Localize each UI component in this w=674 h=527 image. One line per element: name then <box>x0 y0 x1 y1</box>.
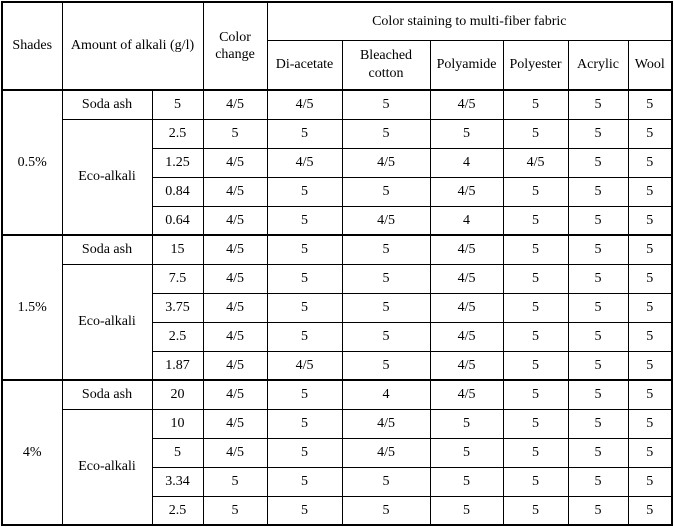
color-change-cell: 4/5 <box>203 322 267 351</box>
staining-cell: 5 <box>267 322 342 351</box>
color-change-cell: 5 <box>203 467 267 496</box>
staining-cell: 4/5 <box>430 293 503 322</box>
staining-cell: 5 <box>342 177 430 206</box>
staining-cell: 5 <box>503 235 568 264</box>
header-row-top <box>2 2 672 40</box>
staining-cell: 4/5 <box>430 90 503 119</box>
staining-cell: 5 <box>342 351 430 380</box>
staining-cell: 4/5 <box>267 148 342 177</box>
staining-cell: 5 <box>503 264 568 293</box>
staining-cell: 4/5 <box>430 351 503 380</box>
staining-cell: 5 <box>267 380 342 409</box>
staining-cell: 5 <box>267 119 342 148</box>
staining-cell: 5 <box>628 148 672 177</box>
alkali-amount-cell: 5 <box>152 90 203 119</box>
staining-cell: 4/5 <box>430 380 503 409</box>
staining-cell: 4/5 <box>503 148 568 177</box>
staining-cell: 4/5 <box>342 148 430 177</box>
table-row <box>2 119 672 148</box>
staining-cell: 5 <box>267 264 342 293</box>
header-fiber-acrylic: Acrylic <box>568 40 628 90</box>
staining-cell: 5 <box>430 409 503 438</box>
staining-cell: 4/5 <box>342 409 430 438</box>
staining-cell: 5 <box>628 264 672 293</box>
staining-cell: 5 <box>503 380 568 409</box>
staining-cell: 5 <box>342 235 430 264</box>
staining-cell: 5 <box>628 409 672 438</box>
staining-cell: 5 <box>568 380 628 409</box>
alkali-amount-cell: 10 <box>152 409 203 438</box>
header-shades: Shades <box>2 2 62 90</box>
table-row <box>2 380 672 409</box>
alkali-amount-cell: 0.64 <box>152 206 203 235</box>
staining-cell: 5 <box>342 264 430 293</box>
header-fiber-wool: Wool <box>628 40 672 90</box>
staining-cell: 5 <box>267 438 342 467</box>
color-change-cell: 4/5 <box>203 90 267 119</box>
staining-cell: 5 <box>430 467 503 496</box>
alkali-amount-cell: 5 <box>152 438 203 467</box>
staining-cell: 5 <box>503 351 568 380</box>
header-staining-group: Color staining to multi-fiber fabric <box>267 2 672 40</box>
staining-cell: 5 <box>342 90 430 119</box>
staining-cell: 5 <box>267 467 342 496</box>
header-fiber-bleached-cotton: Bleached cotton <box>342 40 430 90</box>
table-row <box>2 235 672 264</box>
staining-cell: 5 <box>628 438 672 467</box>
staining-cell: 5 <box>628 177 672 206</box>
staining-cell: 5 <box>628 206 672 235</box>
color-change-cell: 4/5 <box>203 264 267 293</box>
staining-cell: 5 <box>430 119 503 148</box>
header-fiber-diacetate: Di-acetate <box>267 40 342 90</box>
color-change-cell: 4/5 <box>203 206 267 235</box>
staining-cell: 4/5 <box>267 90 342 119</box>
alkali-amount-cell: 7.5 <box>152 264 203 293</box>
staining-cell: 5 <box>568 235 628 264</box>
alkali-amount-cell: 20 <box>152 380 203 409</box>
staining-cell: 5 <box>503 322 568 351</box>
table-row <box>2 90 672 119</box>
staining-cell: 5 <box>568 322 628 351</box>
alkali-type-cell: Eco-alkali <box>62 119 152 235</box>
color-change-cell: 4/5 <box>203 380 267 409</box>
staining-cell: 5 <box>503 438 568 467</box>
shade-cell: 4% <box>2 380 62 525</box>
staining-cell: 4 <box>342 380 430 409</box>
alkali-type-cell: Soda ash <box>62 380 152 409</box>
staining-cell: 5 <box>628 293 672 322</box>
staining-cell: 4 <box>430 148 503 177</box>
staining-cell: 5 <box>503 409 568 438</box>
staining-cell: 5 <box>342 496 430 525</box>
staining-cell: 5 <box>628 351 672 380</box>
staining-cell: 5 <box>568 496 628 525</box>
color-change-cell: 4/5 <box>203 409 267 438</box>
staining-cell: 5 <box>267 235 342 264</box>
alkali-amount-cell: 2.5 <box>152 322 203 351</box>
staining-cell: 5 <box>430 438 503 467</box>
staining-cell: 4/5 <box>430 235 503 264</box>
staining-cell: 4/5 <box>430 322 503 351</box>
staining-cell: 5 <box>342 119 430 148</box>
staining-cell: 5 <box>568 409 628 438</box>
staining-cell: 4/5 <box>342 438 430 467</box>
staining-cell: 5 <box>568 177 628 206</box>
color-change-cell: 4/5 <box>203 177 267 206</box>
staining-cell: 5 <box>568 119 628 148</box>
staining-cell: 5 <box>568 467 628 496</box>
staining-cell: 5 <box>342 467 430 496</box>
staining-cell: 5 <box>568 206 628 235</box>
staining-cell: 5 <box>568 90 628 119</box>
table-row <box>2 264 672 293</box>
staining-cell: 5 <box>628 322 672 351</box>
staining-cell: 5 <box>267 496 342 525</box>
alkali-amount-cell: 2.5 <box>152 119 203 148</box>
staining-cell: 5 <box>628 90 672 119</box>
staining-cell: 5 <box>568 351 628 380</box>
alkali-type-cell: Eco-alkali <box>62 409 152 525</box>
staining-cell: 5 <box>568 148 628 177</box>
alkali-amount-cell: 1.87 <box>152 351 203 380</box>
staining-cell: 5 <box>503 496 568 525</box>
color-change-cell: 4/5 <box>203 351 267 380</box>
staining-cell: 5 <box>267 206 342 235</box>
staining-cell: 5 <box>267 409 342 438</box>
color-change-cell: 4/5 <box>203 235 267 264</box>
staining-cell: 4 <box>430 206 503 235</box>
header-alkali-amount: Amount of alkali (g/l) <box>62 2 203 90</box>
staining-cell: 5 <box>503 119 568 148</box>
staining-cell: 5 <box>503 90 568 119</box>
staining-cell: 4/5 <box>430 177 503 206</box>
alkali-amount-cell: 0.84 <box>152 177 203 206</box>
color-change-cell: 4/5 <box>203 438 267 467</box>
staining-cell: 5 <box>503 177 568 206</box>
staining-cell: 5 <box>342 322 430 351</box>
staining-cell: 4/5 <box>267 351 342 380</box>
alkali-type-cell: Soda ash <box>62 90 152 119</box>
alkali-amount-cell: 3.34 <box>152 467 203 496</box>
alkali-staining-table <box>1 1 673 526</box>
shade-cell: 0.5% <box>2 90 62 235</box>
staining-cell: 5 <box>430 496 503 525</box>
color-change-cell: 4/5 <box>203 148 267 177</box>
alkali-type-cell: Eco-alkali <box>62 264 152 380</box>
header-color-change: Color change <box>203 2 267 90</box>
staining-cell: 5 <box>267 293 342 322</box>
alkali-amount-cell: 1.25 <box>152 148 203 177</box>
color-change-cell: 5 <box>203 496 267 525</box>
staining-cell: 5 <box>503 467 568 496</box>
staining-cell: 5 <box>628 467 672 496</box>
alkali-amount-cell: 15 <box>152 235 203 264</box>
alkali-amount-cell: 3.75 <box>152 293 203 322</box>
color-change-cell: 5 <box>203 119 267 148</box>
color-change-cell: 4/5 <box>203 293 267 322</box>
staining-cell: 5 <box>568 293 628 322</box>
alkali-amount-cell: 2.5 <box>152 496 203 525</box>
staining-cell: 4/5 <box>430 264 503 293</box>
staining-cell: 5 <box>568 264 628 293</box>
staining-cell: 5 <box>568 438 628 467</box>
staining-cell: 5 <box>503 206 568 235</box>
shade-cell: 1.5% <box>2 235 62 380</box>
staining-cell: 5 <box>628 380 672 409</box>
header-fiber-polyester: Polyester <box>503 40 568 90</box>
staining-cell: 5 <box>503 293 568 322</box>
staining-cell: 5 <box>267 177 342 206</box>
staining-cell: 5 <box>628 496 672 525</box>
staining-cell: 5 <box>628 119 672 148</box>
table-row <box>2 409 672 438</box>
staining-cell: 4/5 <box>342 206 430 235</box>
staining-cell: 5 <box>342 293 430 322</box>
staining-cell: 5 <box>628 235 672 264</box>
alkali-type-cell: Soda ash <box>62 235 152 264</box>
header-fiber-polyamide: Polyamide <box>430 40 503 90</box>
